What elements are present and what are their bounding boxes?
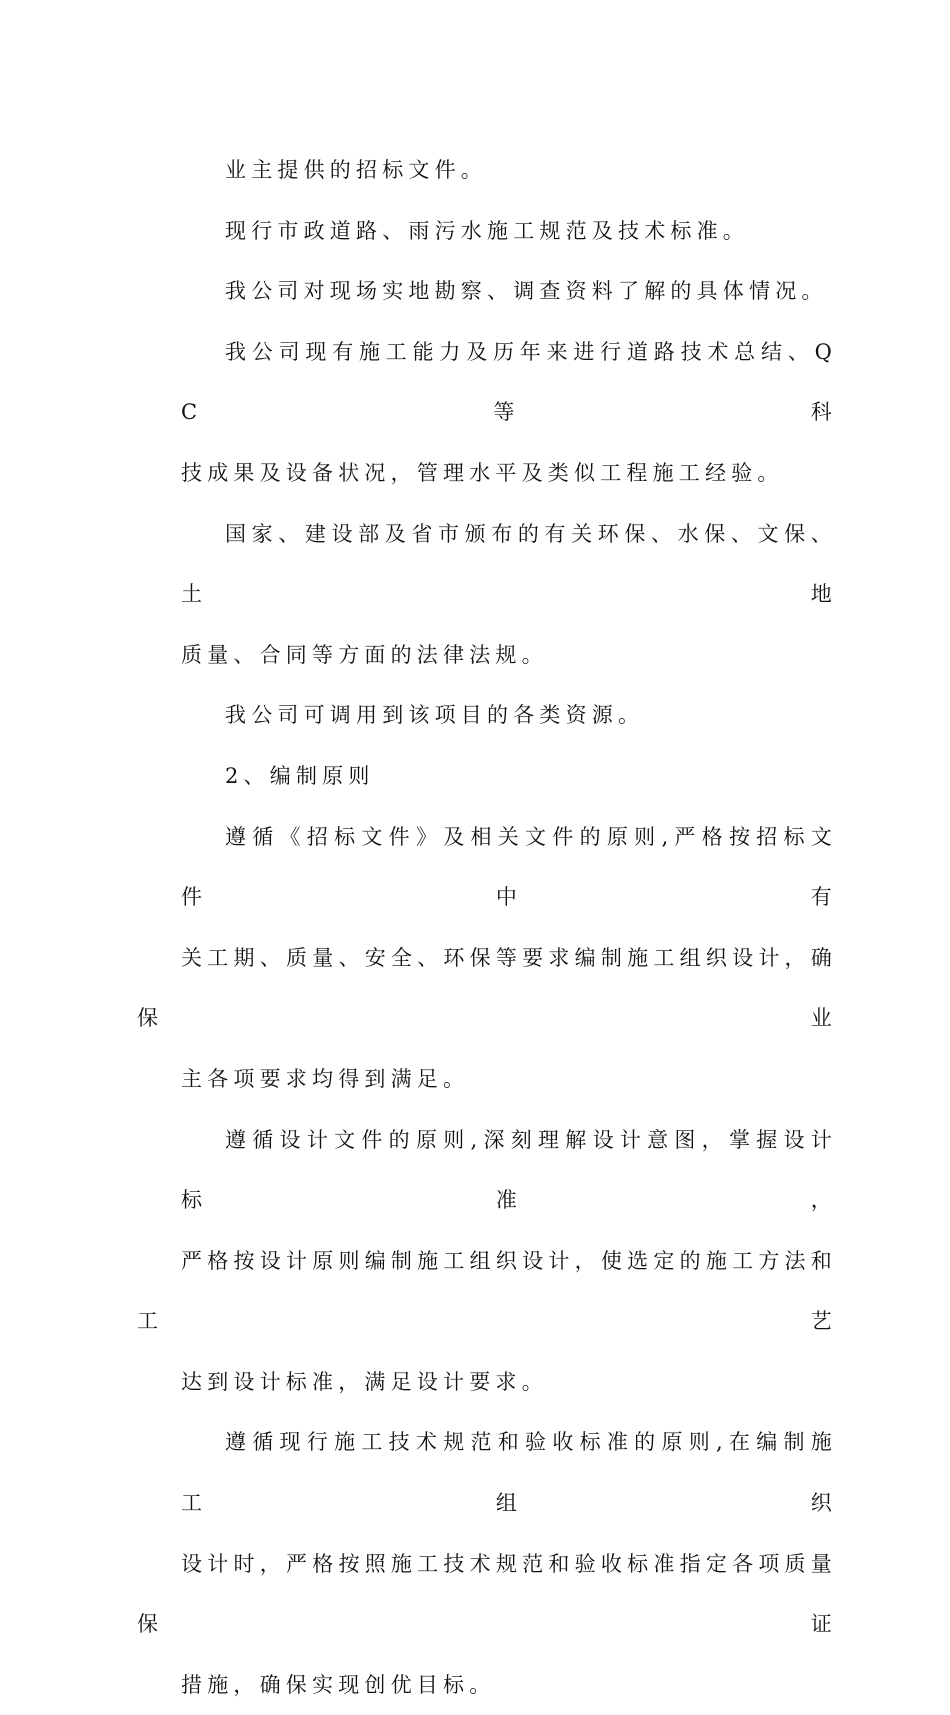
text-line: 业主提供的招标文件。 (225, 158, 487, 182)
paragraph-site-survey (137, 261, 837, 322)
text-line: 质量、合同等方面的法律法规。 (181, 642, 548, 667)
paragraph-municipal-standards (137, 201, 837, 262)
paragraph-tender-documents (137, 140, 837, 201)
section-heading-compilation-principles (137, 746, 837, 807)
text-line: 我公司可调用到该项目的各类资源。 (225, 703, 645, 728)
text-line: 我公司现有施工能力及历年来进行道路技术总结、QC等科 (181, 339, 837, 425)
text-line: 遵循现行施工技术规范和验收标准的原则,在编制施工组织 (181, 1430, 837, 1516)
section-heading: 2、编制原则 (225, 763, 375, 788)
paragraph-follow-design (137, 1110, 837, 1413)
text-line: 国家、建设部及省市颁布的有关环保、水保、文保、土地 (181, 521, 837, 607)
text-line: 我公司对现场实地勘察、调查资料了解的具体情况。 (225, 279, 828, 304)
text-line: 现行市政道路、雨污水施工规范及技术标准。 (225, 218, 749, 243)
text-line: 遵循《招标文件》及相关文件的原则,严格按招标文件中有 (181, 824, 837, 910)
text-line: 措施，确保实现创优目标。 (181, 1672, 496, 1697)
paragraph-company-capability (137, 322, 837, 504)
paragraph-laws-regulations (137, 504, 837, 686)
text-line: 达到设计标准，满足设计要求。 (181, 1369, 548, 1394)
paragraph-available-resources (137, 685, 837, 746)
text-line: 设计时，严格按照施工技术规范和验收标准指定各项质量保证 (137, 1551, 837, 1637)
paragraph-follow-specifications (137, 1412, 837, 1715)
text-line: 遵循设计文件的原则,深刻理解设计意图，掌握设计标准， (181, 1127, 837, 1213)
document-body (137, 140, 837, 1715)
text-line: 关工期、质量、安全、环保等要求编制施工组织设计，确保业 (137, 945, 837, 1031)
text-line: 技成果及设备状况，管理水平及类似工程施工经验。 (181, 460, 784, 485)
text-line: 严格按设计原则编制施工组织设计，使选定的施工方法和工艺 (137, 1248, 837, 1334)
text-line: 主各项要求均得到满足。 (181, 1066, 470, 1091)
paragraph-follow-tender (137, 807, 837, 1110)
